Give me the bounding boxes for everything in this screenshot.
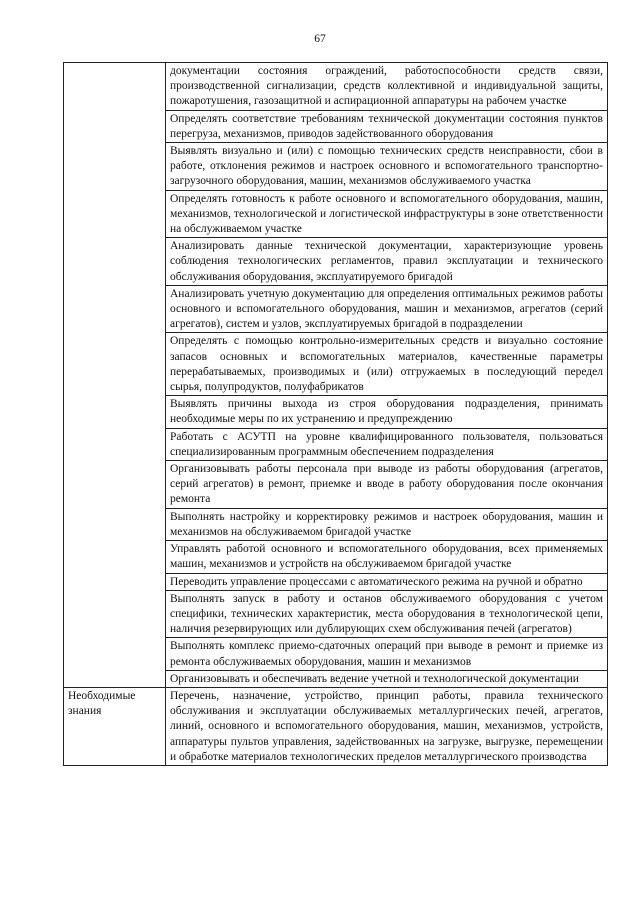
skill-cell: документации состояния ограждений, работоспособности средств связи, производственной сигнализации, средств коллективной и индивидуальной защиты, пожаротушения, газозащитной и аспирационной аппаратуры на рабочем участке [166,63,608,111]
skill-cell: Переводить управление процессами с автоматического режима на ручной и обратно [166,573,608,590]
skill-cell: Организовывать и обеспечивать ведение учетной и технологической документации [166,670,608,687]
skill-cell: Анализировать учетную документацию для определения оптимальных режимов работы основного и вспомогательного оборудования, машин и механизмов, агрегатов (серий агрегатов), систем и узлов, эксплуатируемых бригадой в подразделении [166,285,608,333]
row-label-cell [64,63,166,688]
row-label-cell: Необходимые знания [64,687,166,765]
skill-cell: Выполнять запуск в работу и останов обслуживаемого оборудования с учетом специфики, технических характеристик, места оборудования в технологической цепи, наличия резервирующих или дублирующих схем обслуживания печей (агрегатов) [166,590,608,638]
table-row [64,687,608,765]
skills-table [63,62,608,766]
skill-cell: Выявлять причины выхода из строя оборудования подразделения, принимать необходимые меры по их устранению и предупреждению [166,396,608,428]
table-row [64,63,608,111]
skill-cell: Организовывать работы персонала при выводе из работы оборудования (агрегатов, серий агрегатов) в ремонт, приемке и вводе в работу оборудования после окончания ремонта [166,461,608,509]
page-number: 67 [314,33,326,45]
skill-cell: Определять с помощью контрольно-измерительных средств и визуально состояние запасов основных и вспомогательных материалов, качественные параметры перерабатываемых, производимых и (или) отгружаемых в последующий передел сырья, полупродуктов, полуфабрикатов [166,333,608,396]
skill-cell: Анализировать данные технической документации, характеризующие уровень соблюдения технологических регламентов, правил эксплуатации и технического обслуживания оборудования, эксплуатируемого бригадой [166,238,608,286]
skill-cell: Работать с АСУТП на уровне квалифицированного пользователя, пользоваться специализированным программным обеспечением подразделения [166,428,608,460]
skill-cell: Выполнять комплекс приемо-сдаточных операций при выводе в ремонт и приемке из ремонта обслуживаемых оборудования, машин и механизмов [166,638,608,670]
skill-cell: Выявлять визуально и (или) с помощью технических средств неисправности, сбои в работе, отклонения режимов и настроек основного и вспомогательного транспортно-загрузочного оборудования, машин, механизмов обслуживаемого участка [166,143,608,191]
skill-cell: Определять соответствие требованиям технической документации состояния пунктов перегруза, механизмов, приводов задействованного оборудования [166,110,608,142]
skill-cell: Выполнять настройку и корректировку режимов и настроек оборудования, машин и механизмов на обслуживаемом бригадой участке [166,508,608,540]
skill-cell: Определять готовность к работе основного и вспомогательного оборудования, машин, механизмов, технологической и логистической инфраструктуры в зоне ответственности на обслуживаемом участке [166,190,608,238]
skill-cell: Управлять работой основного и вспомогательного оборудования, всех применяемых машин, механизмов и устройств на обслуживаемом бригадой участке [166,541,608,573]
knowledge-cell: Перечень, назначение, устройство, принцип работы, правила технического обслуживания и эксплуатации обслуживаемых металлургических печей, агрегатов, линий, основного и вспомогательного оборудования, машин, механизмов, устройств, аппаратуры пультов управления, задействованных на загрузке, выгрузке, перемещении и обработке материалов технологических пределов металлургического производства [166,687,608,765]
